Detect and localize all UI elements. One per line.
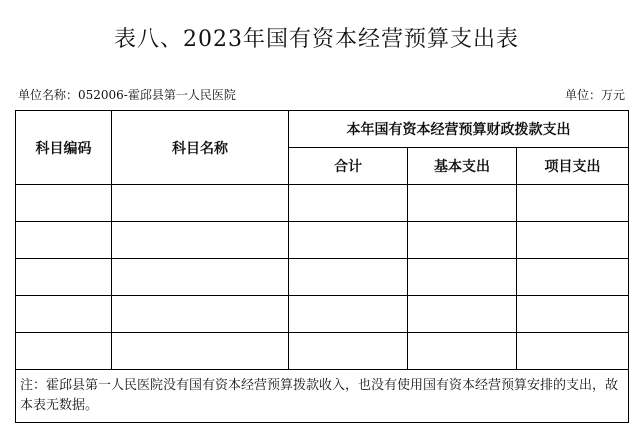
table-cell [16, 259, 112, 296]
table-cell [408, 296, 517, 333]
table-cell [517, 333, 629, 370]
header-project-expenditure: 项目支出 [517, 148, 629, 185]
header-basic-expenditure: 基本支出 [408, 148, 517, 185]
table-cell [112, 259, 289, 296]
table-cell [112, 222, 289, 259]
table-cell [289, 296, 408, 333]
header-subject-name: 科目名称 [112, 111, 289, 185]
table-cell [289, 185, 408, 222]
note-row [16, 370, 629, 423]
table-cell [16, 222, 112, 259]
table-cell [16, 185, 112, 222]
table-row [16, 222, 629, 259]
table-row [16, 333, 629, 370]
unit-name-label: 单位名称：052006-霍邱县第一人民医院 [18, 88, 236, 102]
header-row-1 [16, 111, 629, 148]
budget-table [15, 110, 629, 423]
table-cell [408, 185, 517, 222]
table-cell [289, 333, 408, 370]
table-cell [112, 185, 289, 222]
table-cell [408, 333, 517, 370]
table-row [16, 185, 629, 222]
table-cell [517, 185, 629, 222]
page-title: 表八、2023年国有资本经营预算支出表 [114, 27, 519, 52]
table-cell [408, 259, 517, 296]
header-subject-code: 科目编码 [16, 111, 112, 185]
header-total: 合计 [289, 148, 408, 185]
header-appropriation-group: 本年国有资本经营预算财政拨款支出 [289, 111, 629, 148]
table-cell [408, 222, 517, 259]
table-cell [16, 296, 112, 333]
table-cell [517, 222, 629, 259]
currency-unit-label: 单位：万元 [564, 88, 625, 102]
table-cell [517, 296, 629, 333]
table-row [16, 259, 629, 296]
table-cell [16, 333, 112, 370]
table-row [16, 296, 629, 333]
table-cell [289, 259, 408, 296]
table-cell [112, 296, 289, 333]
table-note: 注：霍邱县第一人民医院没有国有资本经营预算拨款收入，也没有使用国有资本经营预算安排的支出，故本表无数据。 [16, 370, 629, 423]
table-cell [517, 259, 629, 296]
table-cell [289, 222, 408, 259]
table-cell [112, 333, 289, 370]
